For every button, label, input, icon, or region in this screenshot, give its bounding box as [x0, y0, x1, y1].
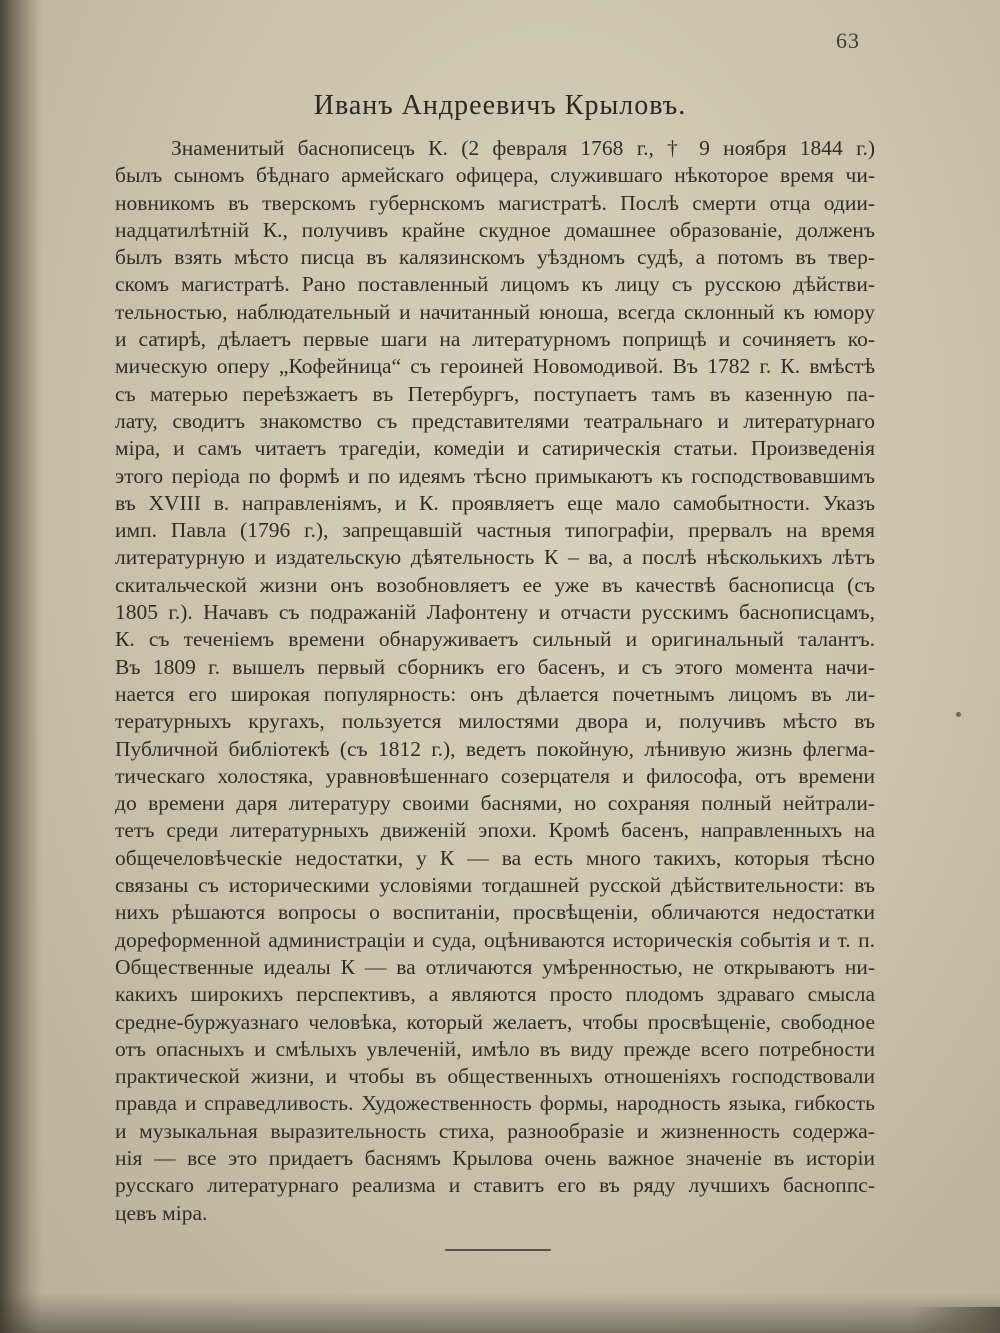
paragraph-line: Въ 1809 г. вышелъ первый сборникъ его басенъ, и съ этого момента начи- — [115, 654, 875, 679]
paragraph-line: Общественные идеалы К — ва отличаются умѣренностью, не открываютъ ни- — [115, 954, 875, 979]
page-title: Иванъ Андреевичъ Крыловъ. — [313, 90, 687, 121]
paragraph-line: русскаго литературнаго реализма и ставитъ его въ ряду лучшихъ басноппс- — [115, 1173, 875, 1198]
paragraph-line: К. съ теченіемъ времени обнаруживаетъ сильный и оригинальный талантъ. — [115, 627, 875, 652]
paragraph-line: нихъ рѣшаются вопросы о воспитаніи, просвѣщеніи, обличаются недостатки — [115, 900, 875, 925]
paragraph-line: и музыкальная выразительность стиха, разнообразіе и жизненность содержа- — [115, 1118, 875, 1143]
paragraph-line: Публичной библіотекѣ (съ 1812 г.), ведетъ покойную, лѣнивую жизнь флегма- — [115, 736, 875, 761]
paragraph-line: и сатирѣ, дѣлаетъ первые шаги на литературномъ поприщѣ и сочиняетъ ко- — [115, 327, 875, 352]
paragraph-line: литературную и издательскую дѣятельность К – ва, а послѣ нѣсколькихъ лѣтъ — [115, 545, 875, 570]
paragraph-line: Знаменитый баснописецъ К. (2 февраля 1768 г., † 9 ноября 1844 г.) — [171, 136, 875, 160]
article-paragraph — [115, 135, 875, 1227]
paragraph-line: тературныхъ кругахъ, пользуется милостями двора и, получивъ мѣсто въ — [115, 709, 875, 734]
paragraph-line: новникомъ въ тверскомъ губернскомъ магистратѣ. Послѣ смерти отца одии- — [115, 190, 875, 215]
paragraph-line: нается его широкая популярность: онъ дѣлается почетнымъ лицомъ въ ли- — [115, 681, 875, 706]
paragraph-line: связаны съ историческими условіями тогдашней русской дѣйствительности: въ — [115, 873, 875, 898]
paragraph-line: этого періода по формѣ и по идеямъ тѣсно примыкаютъ къ господствовавшимъ — [115, 463, 875, 488]
paragraph-line: имп. Павла (1796 г.), запрещавшій частныя типографіи, прервалъ на время — [115, 518, 875, 543]
section-divider — [445, 1249, 551, 1251]
paragraph-line: скитальческой жизни онъ возобновляетъ ее уже въ качествѣ баснописца (съ — [115, 572, 875, 597]
paragraph-line: въ XVIII в. направленіямъ, и К. проявляетъ еще мало самобытности. Указъ — [115, 490, 875, 515]
paragraph-line: общечеловѣческіе недостатки, у К — ва есть много такихъ, которыя тѣсно — [115, 845, 875, 870]
paragraph-line: дореформенной администраціи и суда, оцѣниваются историческія событія и т. п. — [115, 927, 875, 952]
paragraph-line: съ матерью переѣзжаетъ въ Петербургъ, поступаетъ тамъ въ казенную па- — [115, 381, 875, 406]
paragraph-line: лату, сводитъ знакомство съ представителями театральнаго и литературнаго — [115, 408, 875, 433]
paragraph-line: мическую оперу „Кофейница“ съ героиней Новомодивой. Въ 1782 г. К. вмѣстѣ — [115, 354, 875, 379]
paper-speck — [956, 712, 961, 717]
corner-shadow — [910, 1307, 1000, 1333]
paragraph-line: тельностью, наблюдательный и начитанный юноша, всегда склонный къ юмору — [115, 299, 875, 324]
binding-shadow — [0, 0, 42, 1333]
paragraph-line: практической жизни, и чтобы въ общественныхъ отношеніяхъ господствовали — [115, 1064, 875, 1089]
paragraph-line: 1805 г.). Начавъ съ подражаній Лафонтену и отчасти русскимъ баснописцамъ, — [115, 600, 875, 625]
paragraph-line: нія — все это придаетъ баснямъ Крылова очень важное значеніе въ исторіи — [115, 1145, 875, 1170]
paragraph-line: правда и справедливость. Художественность формы, народность языка, гибкость — [115, 1091, 875, 1116]
paragraph-line: средне-буржуазнаго человѣка, который желаетъ, чтобы просвѣщеніе, свободное — [115, 1009, 875, 1034]
page-number: 63 — [836, 28, 860, 53]
paragraph-line: былъ сыномъ бѣднаго армейскаго офицера, служившаго нѣкоторое время чи- — [115, 163, 875, 188]
paragraph-line: до времени даря литературу своими баснями, но сохраняя полный нейтрали- — [115, 791, 875, 816]
paragraph-line: скомъ магистратѣ. Рано поставленный лицомъ къ лицу съ русскою дѣйстви- — [115, 272, 875, 297]
paragraph-line: цевъ міра. — [115, 1200, 208, 1225]
paragraph-line: отъ опасныхъ и смѣлыхъ увлеченій, имѣло въ виду прежде всего потребности — [115, 1036, 875, 1061]
paragraph-line: надцатилѣтній К., получивъ крайне скудное домашнее образованіе, долженъ — [115, 217, 875, 242]
paragraph-line: былъ взять мѣсто писца въ калязинскомъ уѣздномъ судѣ, а потомъ въ твер- — [115, 245, 875, 270]
paragraph-line: какихъ широкихъ перспективъ, а являются просто плодомъ здраваго смысла — [115, 982, 875, 1007]
paragraph-line: тетъ среди литературныхъ движеній эпохи. Кромѣ басенъ, направленныхъ на — [115, 818, 875, 843]
bottom-shadow — [0, 1293, 1000, 1333]
paragraph-line: міра, и самъ читаетъ трагедіи, комедіи и сатирическія статьи. Произведенія — [115, 436, 875, 461]
paragraph-line: тическаго холостяка, уравновѣшеннаго созерцателя и философа, отъ времени — [115, 763, 875, 788]
